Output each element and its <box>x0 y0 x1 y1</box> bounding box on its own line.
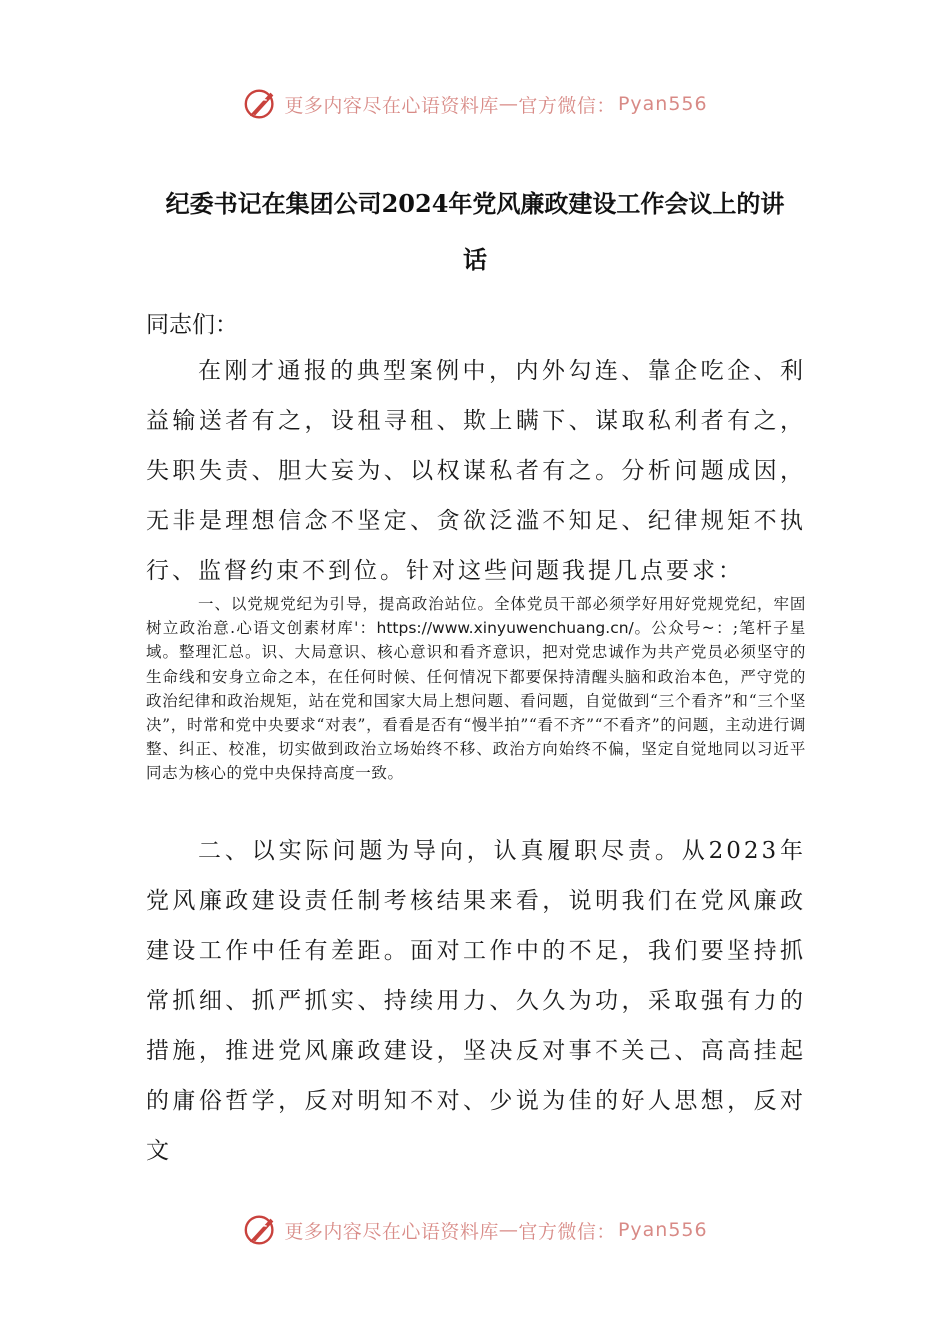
section-1-body: 。公众号~：;笔杆子星域。整理汇总。识、大局意识、核心意识和看齐意识，把对党忠诚作为共产党员必须坚守的生命线和安身立命之本，在任何时候、任何情况下都要保持清醒头脑和政治本色，严守党的政治纪律和政治规矩，站在党和国家大局上想问题、看问题，自觉做到“三个看齐”和“三个坚决”，时常和党中央要求“对表”，看看是否有“慢半拍”“看不齐”“不看齐”的问题，主动进行调整、纠正、校准，切实做到政治立场始终不移、政治方向始终不偏，坚定自觉地同以习近平同志为核心的党中央保持高度一致。 <box>146 619 806 783</box>
title-line-1: 纪委书记在集团公司2024年党风廉政建设工作会议上的讲 <box>165 189 785 218</box>
quill-logo-icon <box>242 1211 280 1249</box>
watermark-wechat-id: Pyan556 <box>617 93 708 115</box>
watermark-banner-top <box>0 84 950 124</box>
watermark-site-text: 更多内容尽在心语资料库 <box>284 1220 499 1243</box>
watermark-contact-label: 官方微信： <box>518 94 616 117</box>
section-1-text <box>146 592 806 786</box>
section-1-url: https://www.xinyuwenchuang.cn/ <box>376 619 634 638</box>
title-line-2: 话 <box>463 245 487 274</box>
watermark-contact-label: 官方微信： <box>518 1220 616 1243</box>
greeting: 同志们： <box>146 312 238 338</box>
watermark-site-text: 更多内容尽在心语资料库 <box>284 94 499 117</box>
page-title <box>140 176 810 288</box>
watermark-wechat-id: Pyan556 <box>617 1219 708 1241</box>
watermark-dash: — <box>498 93 519 115</box>
quill-logo-icon <box>242 85 280 123</box>
paragraph-1: 在刚才通报的典型案例中，内外勾连、靠企吃企、利益输送者有之，设租寻租、欺上瞒下、谋取私利者有之，失职失责、胆大妄为、以权谋私者有之。分析问题成因，无非是理想信念不坚定、贪欲泛滥不知足、纪律规矩不执行、监督约束不到位。针对这些问题我提几点要求： <box>146 358 806 584</box>
watermark-banner-bottom <box>0 1210 950 1250</box>
paragraph-2: 二、以实际问题为导向，认真履职尽责。从2023年党风廉政建设责任制考核结果来看，说明我们在党风廉政建设工作中任有差距。面对工作中的不足，我们要坚持抓常抓细、抓严抓实、持续用力、久久为功，采取强有力的措施，推进党风廉政建设，坚决反对事不关己、高高挂起的庸俗哲学，反对明知不对、少说为佳的好人思想，反对文 <box>146 838 806 1164</box>
section-1-intro: 一、以党规党纪为引导，提高政治站位。全体党员干部必须学好用好党规党纪，牢固树立政治意.心语文创素材库'： <box>146 595 806 638</box>
watermark-dash: — <box>498 1219 519 1241</box>
